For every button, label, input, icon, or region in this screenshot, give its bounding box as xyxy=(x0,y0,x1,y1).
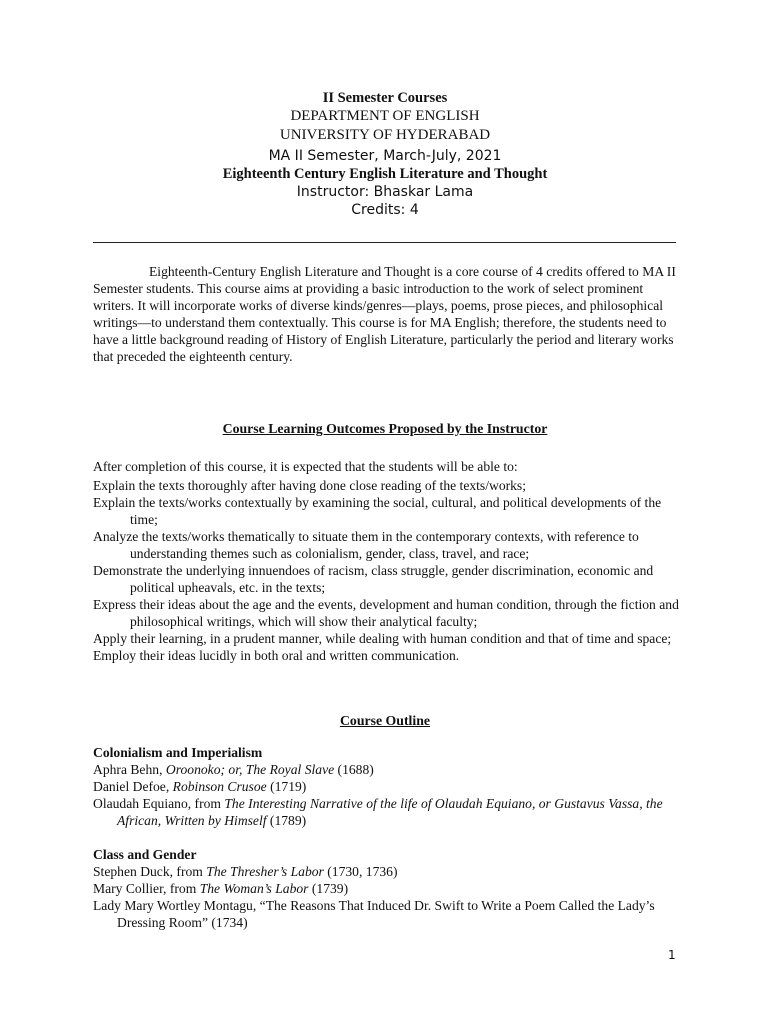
document-header xyxy=(0,89,770,219)
outcome-item: Explain the texts thoroughly after having done close reading of the texts/works; xyxy=(93,478,527,493)
outline-entry: Mary Collier, from The Woman’s Labor (1739) xyxy=(93,881,349,896)
outcome-item: Explain the texts/works contextually by examining the social, cultural, and political developments of the time; xyxy=(93,495,662,527)
outcomes-lead: After completion of this course, it is expected that the students will be able to: xyxy=(93,459,518,474)
outline-entry: Aphra Behn, Oroonoko; or, The Royal Slave (1688) xyxy=(93,762,374,777)
outline-heading: Course Outline xyxy=(339,713,431,728)
credits-line: Credits: 4 xyxy=(351,202,419,218)
outcome-item: Analyze the texts/works thematically to situate them in the contemporary contexts, with reference to understanding themes such as colonialism, gender, class, travel, and race; xyxy=(93,529,639,561)
outcome-item: Demonstrate the underlying innuendoes of racism, class struggle, gender discrimination, economic and political upheavals, etc. in the texts; xyxy=(93,563,654,595)
outline-entry: Daniel Defoe, Robinson Crusoe (1719) xyxy=(93,779,307,794)
semester-line: MA II Semester, March-July, 2021 xyxy=(268,148,502,164)
outcome-item: Apply their learning, in a prudent manner, while dealing with human condition and that of time and space; xyxy=(93,631,672,646)
outcome-item: Express their ideas about the age and the events, development and human condition, through the fiction and philosophical writings, which will show their analytical faculty; xyxy=(93,597,679,629)
instructor-line: Instructor: Bhaskar Lama xyxy=(296,184,474,200)
course-outline xyxy=(93,744,683,931)
outline-entry: Stephen Duck, from The Thresher’s Labor (1730, 1736) xyxy=(93,864,398,879)
course-description xyxy=(93,263,678,365)
outcome-item: Employ their ideas lucidly in both oral and written communication. xyxy=(93,648,460,663)
department-name: DEPARTMENT OF ENGLISH xyxy=(290,108,480,124)
outline-entry: Olaudah Equiano, from The Interesting Narrative of the life of Olaudah Equiano, or Gustavus Vassa, the African, Written by Himself (1789) xyxy=(93,796,663,828)
outcomes-heading: Course Learning Outcomes Proposed by the Instructor xyxy=(222,421,548,436)
course-description-text: Eighteenth-Century English Literature and Thought is a core course of 4 credits offered to MA II Semester students. This course aims at providing a basic introduction to the work of select prominent writers. It will incorporate works of diverse kinds/genres—plays, poems, prose pieces, and philosophical writings—to understand them contextually. This course is for MA English; therefore, the students need to have a little background reading of History of English Literature, particularly the period and literary works that preceded the eighteenth century. xyxy=(93,264,676,364)
university-name: UNIVERSITY OF HYDERABAD xyxy=(279,127,491,143)
outline-group-title: Class and Gender xyxy=(93,847,197,862)
courses-label: II Semester Courses xyxy=(322,90,448,106)
page-number: 1 xyxy=(668,948,676,962)
group-spacer xyxy=(93,829,683,846)
outline-group-title: Colonialism and Imperialism xyxy=(93,745,263,760)
course-title: Eighteenth Century English Literature and Thought xyxy=(222,166,548,182)
outline-entry: Lady Mary Wortley Montagu, “The Reasons That Induced Dr. Swift to Write a Poem Called the Lady’s Dressing Room” (1734) xyxy=(93,898,655,930)
outcomes-list xyxy=(93,458,683,664)
header-divider xyxy=(93,242,676,243)
